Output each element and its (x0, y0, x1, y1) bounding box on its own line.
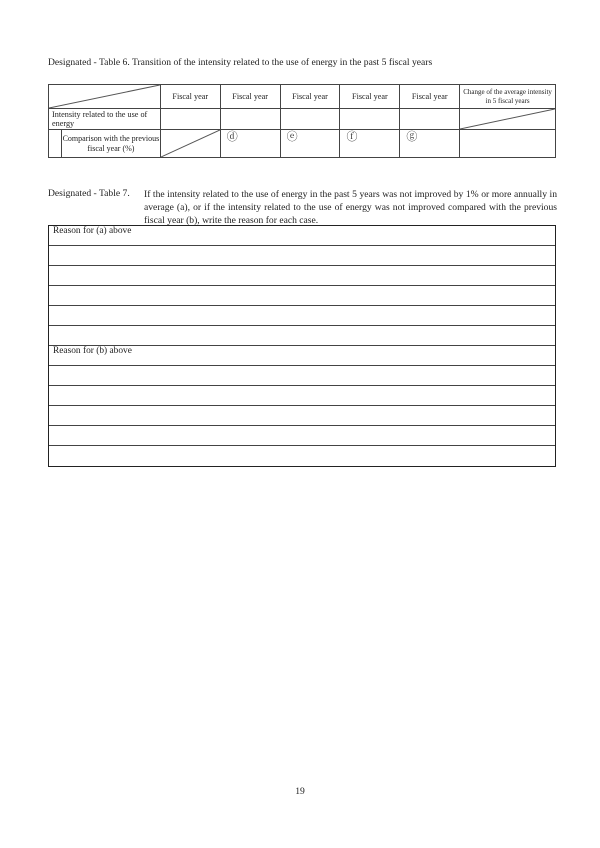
diagonal-line (460, 109, 555, 129)
intensity-cell-2[interactable] (220, 109, 280, 130)
comparison-row-label: Comparison with the previous fiscal year (%) (62, 134, 160, 153)
intensity-row-label: Intensity related to the use of energy (49, 109, 161, 130)
comparison-cell-5[interactable] (400, 130, 460, 158)
fiscal-year-header-3: Fiscal year (280, 85, 340, 109)
intensity-cell-5[interactable] (400, 109, 460, 130)
mark-e: ⓔ (286, 131, 298, 143)
comparison-cell-2[interactable] (220, 130, 280, 158)
fiscal-year-header-1: Fiscal year (160, 85, 220, 109)
comparison-cell-4[interactable] (340, 130, 400, 158)
reason-b-line[interactable] (49, 406, 555, 426)
comparison-cell-3[interactable] (280, 130, 340, 158)
intensity-cell-4[interactable] (340, 109, 400, 130)
intensity-cell-3[interactable] (280, 109, 340, 130)
table6-corner-cell (49, 85, 161, 109)
average-change-header: Change of the average intensity in 5 fiscal years (460, 85, 556, 109)
table6 (48, 84, 556, 158)
table7-reasons (48, 225, 556, 467)
reason-a-line[interactable] (49, 246, 555, 266)
mark-g: ⓖ (406, 131, 418, 143)
reason-b-heading: Reason for (b) above (49, 346, 555, 366)
reason-b-line[interactable] (49, 366, 555, 386)
intensity-cell-1[interactable] (160, 109, 220, 130)
reason-a-line[interactable] (49, 306, 555, 326)
diagonal-line (49, 85, 160, 108)
mark-d: ⓓ (226, 131, 238, 143)
fiscal-year-header-2: Fiscal year (220, 85, 280, 109)
table6-title: Designated - Table 6. Transition of the intensity related to the use of energy in the past 5 fiscal years (48, 57, 433, 68)
comparison-row-label-cell (49, 130, 161, 158)
comparison-cell-1 (160, 130, 220, 158)
mark-f: ⓕ (346, 131, 358, 143)
reason-b-line[interactable] (49, 386, 555, 406)
fiscal-year-header-5: Fiscal year (400, 85, 460, 109)
reason-a-line[interactable] (49, 266, 555, 286)
reason-a-line[interactable] (49, 286, 555, 306)
reason-a-heading: Reason for (a) above (49, 226, 555, 246)
table7-label: Designated - Table 7. (48, 188, 130, 199)
page-number: 19 (295, 786, 305, 797)
intensity-average-cell (460, 109, 556, 130)
diagonal-line (161, 130, 220, 157)
comparison-average-cell[interactable] (460, 130, 556, 158)
reason-b-line[interactable] (49, 446, 555, 466)
reason-a-line[interactable] (49, 326, 555, 346)
table7-instructions: If the intensity related to the use of energy in the past 5 years was not improved by 1% or more annually in average (a), or if the intensity related to the use of energy was not improved compared with the previous fiscal year (b), write the reason for each case. (144, 189, 557, 226)
fiscal-year-header-4: Fiscal year (340, 85, 400, 109)
reason-b-line[interactable] (49, 426, 555, 446)
